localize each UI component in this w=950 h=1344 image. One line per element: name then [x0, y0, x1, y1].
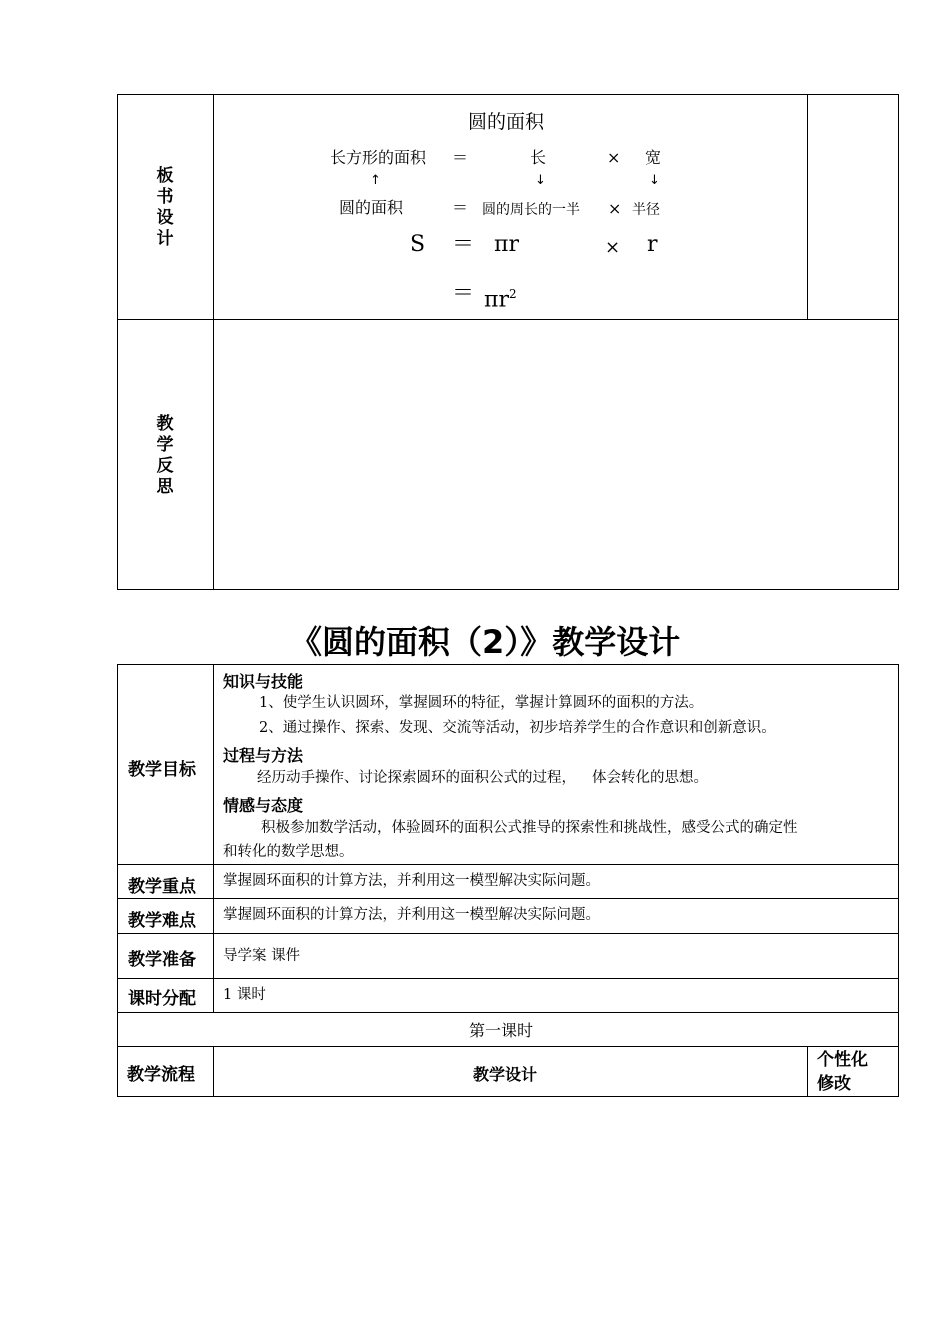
goal-text: 1、使学生认识圆环，掌握圆环的特征，掌握计算圆环的面积的方法。: [259, 695, 704, 711]
length-text: 长: [530, 148, 547, 167]
key-point-text: 掌握圆环面积的计算方法，并利用这一模型解决实际问题。: [223, 873, 600, 889]
equals-sign: ＝: [452, 281, 475, 306]
teaching-reflection-label: 教 学 反 思: [156, 414, 174, 497]
formula-pi-r: πr: [494, 232, 519, 257]
board-title: 圆的面积: [468, 111, 545, 133]
teaching-design-header: 教学设计: [473, 1065, 538, 1084]
goal-text: 积极参加数学活动，体验圆环的面积公式推导的探索性和挑战性，感受公式的确定性: [261, 820, 798, 836]
difficult-point-text: 掌握圆环面积的计算方法，并利用这一模型解决实际问题。: [223, 907, 600, 923]
process-methods-heading: 过程与方法: [223, 746, 304, 765]
personal-modify-header: [817, 1048, 868, 1096]
personal-modify-line1: 个性化: [817, 1050, 868, 1070]
goal-text-overlap: 体会转化的思想。: [592, 770, 708, 786]
circle-area-text: 圆的面积: [339, 198, 404, 217]
times-sign: ×: [608, 199, 622, 218]
half-circumference-text: 圆的周长的一半: [482, 202, 580, 218]
board-design-label: 板 书 设 计: [156, 166, 174, 249]
formula-exponent: 2: [508, 287, 517, 301]
difficult-point-label: 教学难点: [128, 911, 196, 931]
lesson-period: 第一课时: [469, 1021, 534, 1040]
width-text: 宽: [645, 148, 662, 167]
rect-area-text: 长方形的面积: [330, 148, 427, 167]
page-title: 《圆的面积（2）》教学设计: [290, 623, 681, 661]
times-sign: ×: [607, 148, 621, 167]
teaching-goals-label: 教学目标: [128, 760, 196, 780]
preparation-label: 教学准备: [128, 950, 196, 970]
equals-sign: ＝: [452, 198, 469, 217]
down-arrow-icon: ↓: [535, 173, 546, 188]
down-arrow-icon: ↓: [649, 173, 660, 188]
up-arrow-icon: ↑: [370, 173, 381, 188]
equals-sign: ＝: [452, 148, 469, 167]
knowledge-skills-heading: 知识与技能: [223, 672, 304, 691]
goal-text: 经历动手操作、讨论探索圆环的面积公式的过程，: [257, 770, 576, 786]
schedule-label: 课时分配: [128, 989, 196, 1009]
emotion-attitude-heading: 情感与态度: [223, 796, 304, 815]
personal-modify-line2: 修改: [817, 1074, 851, 1094]
radius-text: 半径: [632, 202, 660, 218]
schedule-text: 1 课时: [223, 987, 266, 1003]
times-sign: ×: [605, 237, 621, 258]
goal-text: 和转化的数学思想。: [223, 844, 354, 860]
goal-text: 2、通过操作、探索、发现、交流等活动，初步培养学生的合作意识和创新意识。: [259, 720, 776, 736]
formula-s: S: [410, 232, 426, 257]
formula-expr: πr: [484, 287, 509, 313]
formula-pi-r-squared: [484, 284, 517, 313]
equals-sign: ＝: [452, 232, 475, 257]
teaching-flow-label: 教学流程: [127, 1065, 195, 1085]
preparation-text: 导学案 课件: [223, 948, 301, 964]
formula-r: r: [647, 232, 658, 257]
key-point-label: 教学重点: [128, 877, 196, 897]
